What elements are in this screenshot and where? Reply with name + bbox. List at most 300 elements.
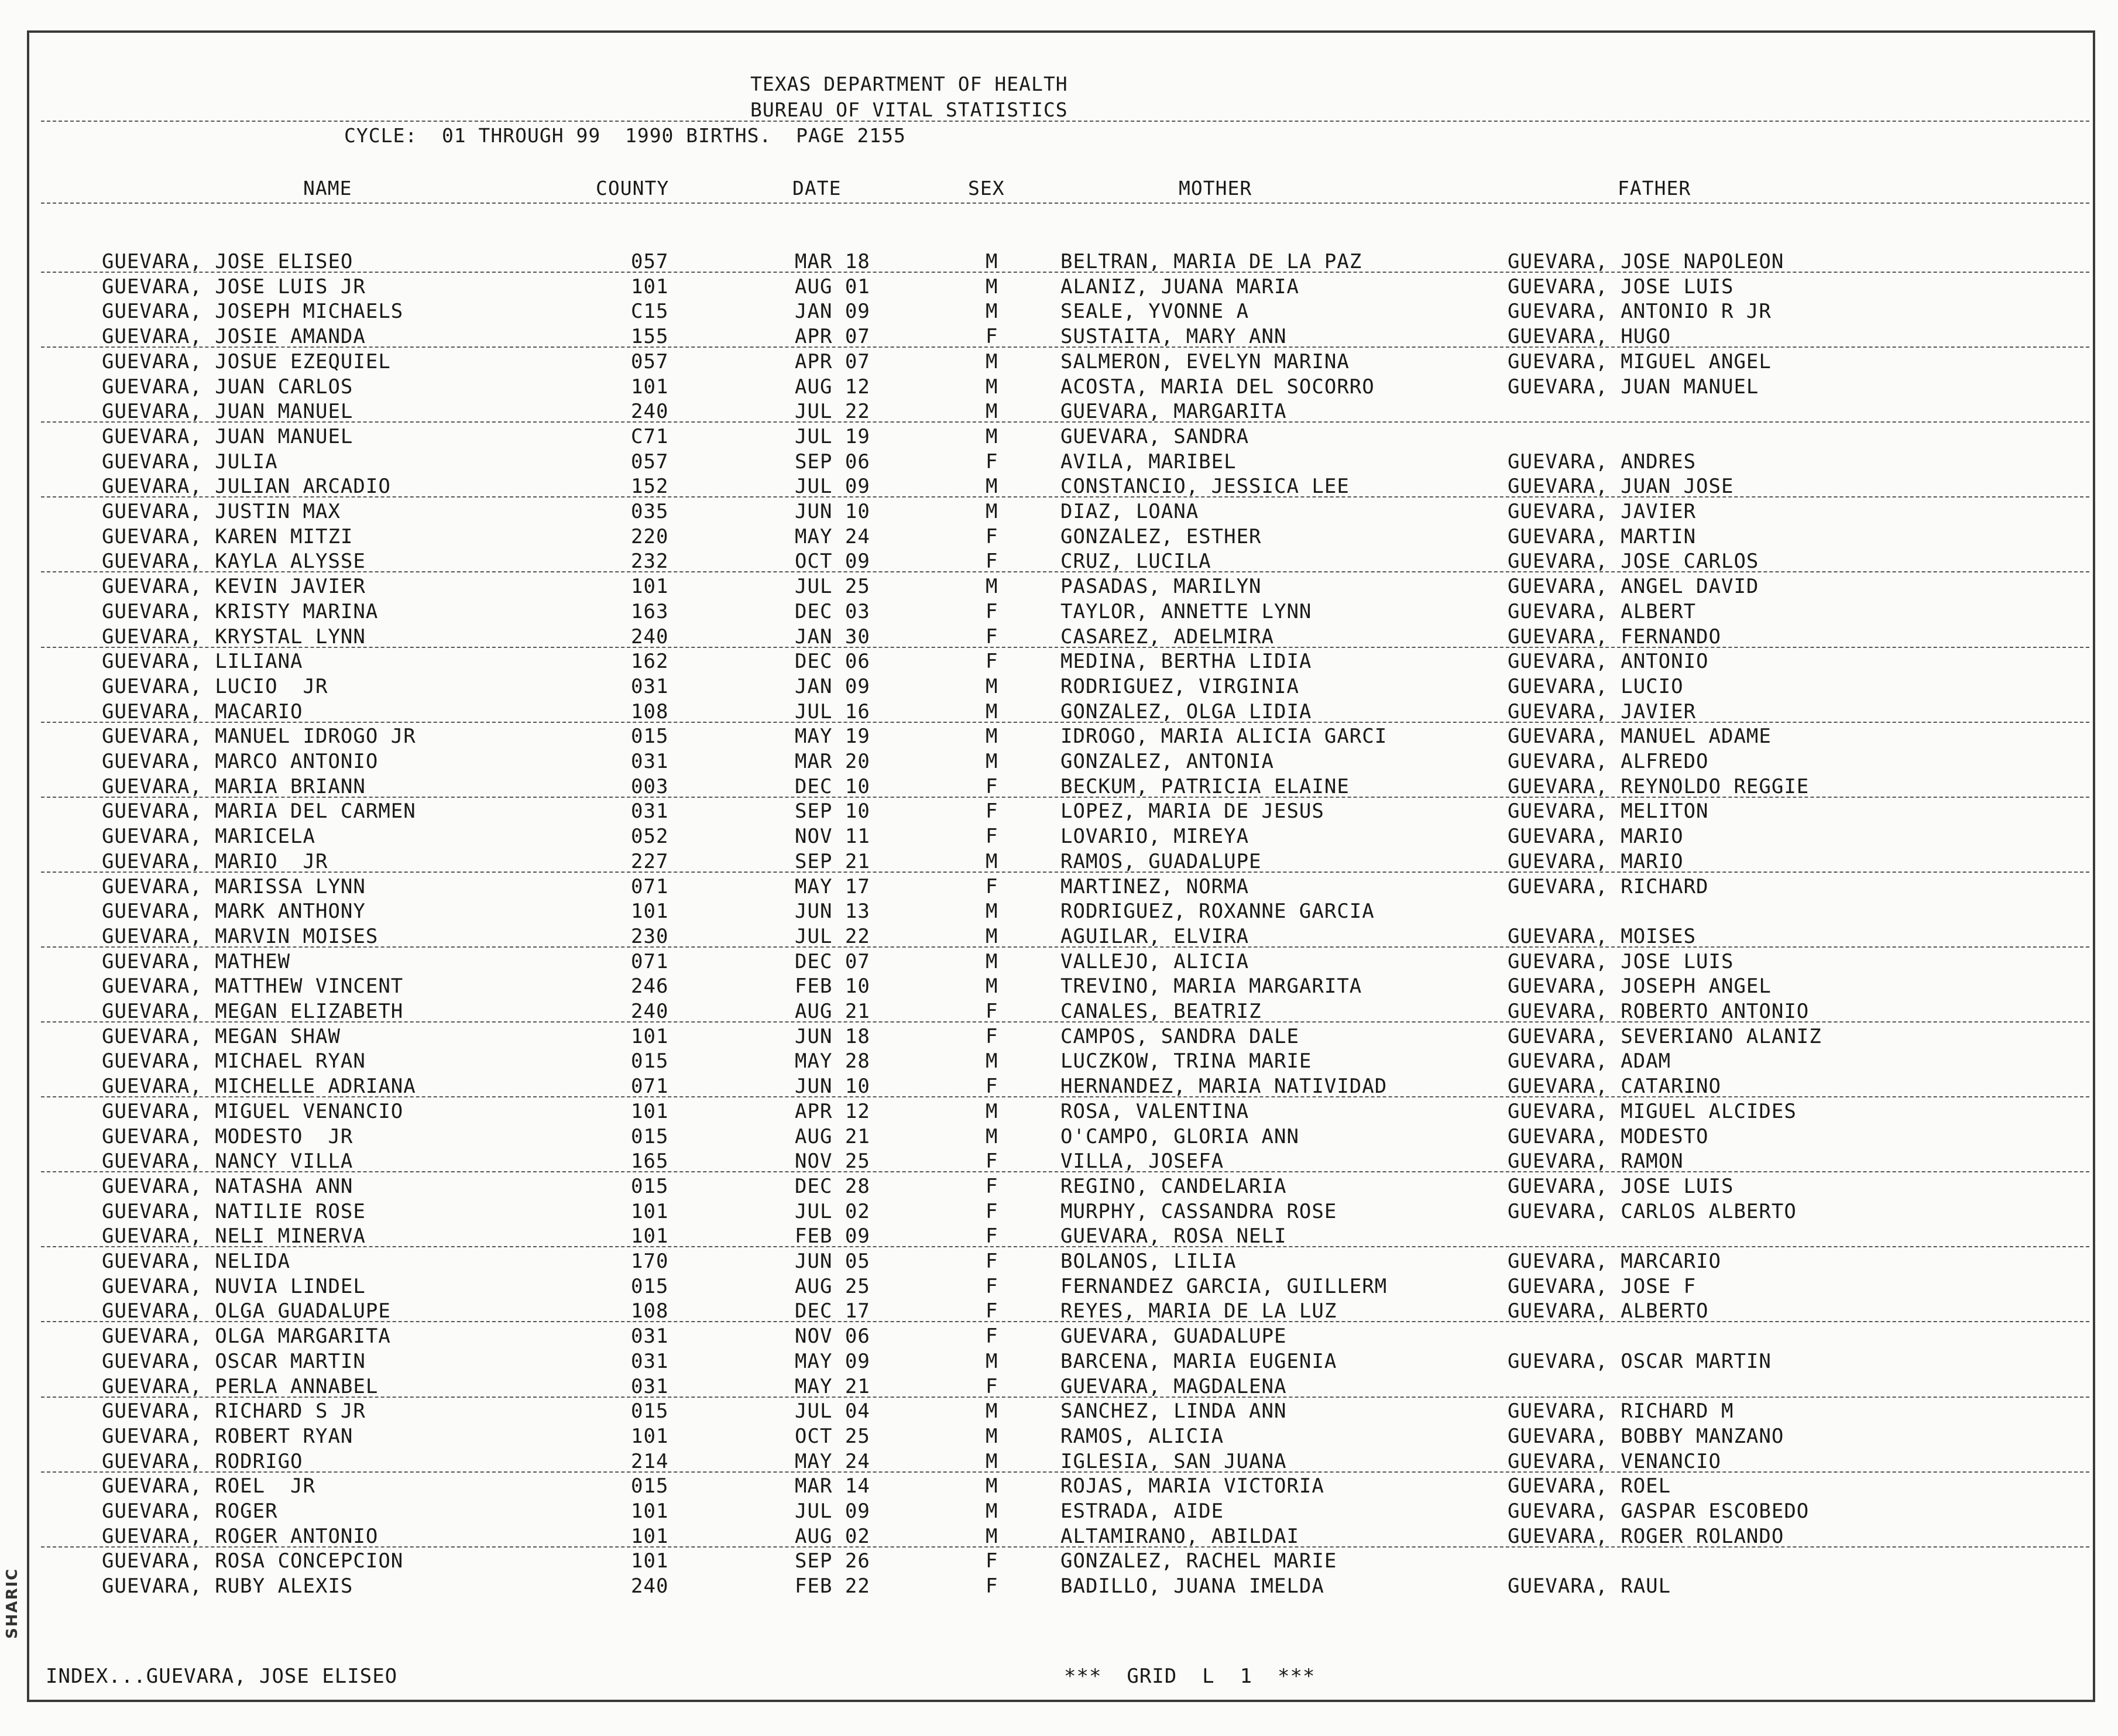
record-date: NOV 11 [795, 825, 870, 849]
record-county: 071 [631, 874, 669, 898]
record-sex: F [986, 1274, 998, 1298]
record-row [29, 699, 2098, 724]
record-date: AUG 21 [795, 1000, 870, 1023]
record-sex: M [986, 725, 998, 749]
record-father: GUEVARA, JOSE NAPOLEON [1508, 250, 1784, 273]
col-header-county: COUNTY [596, 177, 670, 200]
record-row [29, 849, 2098, 874]
record-sex: F [986, 524, 998, 548]
record-row [29, 625, 2098, 649]
record-row [29, 549, 2098, 574]
record-date: DEC 17 [795, 1299, 870, 1323]
record-mother: GUEVARA, MAGDALENA [1060, 1374, 1287, 1398]
record-date: JUL 22 [795, 924, 870, 948]
record-mother: HERNANDEZ, MARIA NATIVIDAD [1060, 1075, 1388, 1099]
record-sex: F [986, 599, 998, 623]
record-sex: F [986, 1199, 998, 1223]
record-county: 057 [631, 450, 669, 474]
record-sex: M [986, 1399, 998, 1423]
row-group-divider [41, 1546, 2089, 1548]
record-mother: GONZALEZ, ESTHER [1060, 524, 1262, 548]
record-county: 015 [631, 725, 669, 749]
record-county: 101 [631, 1524, 669, 1548]
record-row [29, 999, 2098, 1024]
record-date: DEC 03 [795, 599, 870, 623]
record-county: 015 [631, 1049, 669, 1073]
record-father: GUEVARA, MODESTO [1508, 1124, 1709, 1148]
record-father: GUEVARA, RICHARD M [1508, 1399, 1734, 1423]
record-row [29, 1199, 2098, 1224]
record-sex: M [986, 750, 998, 773]
record-date: JUL 16 [795, 699, 870, 723]
record-name: GUEVARA, MARISSA LYNN [102, 874, 366, 898]
record-name: GUEVARA, NANCY VILLA [102, 1150, 353, 1174]
record-row [29, 1299, 2098, 1323]
record-mother: GUEVARA, SANDRA [1060, 424, 1249, 448]
record-date: NOV 25 [795, 1150, 870, 1174]
record-sex: M [986, 1424, 998, 1448]
record-sex: F [986, 450, 998, 474]
record-mother: GONZALEZ, RACHEL MARIE [1060, 1549, 1337, 1573]
record-name: GUEVARA, ROEL JR [102, 1474, 315, 1498]
col-header-father: FATHER [1618, 177, 1691, 200]
record-row [29, 574, 2098, 599]
record-row [29, 474, 2098, 499]
record-row [29, 1324, 2098, 1349]
record-county: 057 [631, 349, 669, 373]
record-name: GUEVARA, MATHEW [102, 949, 291, 973]
record-mother: AVILA, MARIBEL [1060, 450, 1237, 474]
record-date: SEP 06 [795, 450, 870, 474]
record-row [29, 674, 2098, 699]
report-cycle: CYCLE: 01 THROUGH 99 1990 BIRTHS. PAGE 2155 [344, 124, 906, 147]
record-mother: AGUILAR, ELVIRA [1060, 924, 1249, 948]
record-county: 214 [631, 1449, 669, 1473]
record-sex: M [986, 1524, 998, 1548]
record-county: 057 [631, 250, 669, 273]
record-father: GUEVARA, MARIO [1508, 849, 1684, 873]
record-mother: RAMOS, ALICIA [1060, 1424, 1224, 1448]
record-date: AUG 12 [795, 375, 870, 399]
row-group-divider [41, 571, 2089, 572]
record-sex: F [986, 774, 998, 798]
record-county: 071 [631, 1075, 669, 1099]
record-mother: RODRIGUEZ, ROXANNE GARCIA [1060, 900, 1375, 924]
record-date: JUL 22 [795, 400, 870, 424]
record-county: 015 [631, 1399, 669, 1423]
record-county: 227 [631, 849, 669, 873]
record-sex: F [986, 550, 998, 574]
record-county: C15 [631, 300, 669, 324]
record-date: FEB 09 [795, 1224, 870, 1248]
record-date: JUL 04 [795, 1399, 870, 1423]
record-mother: VALLEJO, ALICIA [1060, 949, 1249, 973]
record-father: GUEVARA, CATARINO [1508, 1075, 1721, 1099]
record-date: AUG 21 [795, 1124, 870, 1148]
record-row [29, 375, 2098, 399]
record-county: 101 [631, 1199, 669, 1223]
record-row [29, 1499, 2098, 1524]
side-label: SHARIC [4, 1567, 21, 1639]
record-father: GUEVARA, JOSE LUIS [1508, 949, 1734, 973]
record-row [29, 1549, 2098, 1573]
record-name: GUEVARA, JOSIE AMANDA [102, 325, 366, 349]
record-name: GUEVARA, LUCIO JR [102, 674, 328, 698]
record-row [29, 949, 2098, 974]
record-mother: MURPHY, CASSANDRA ROSE [1060, 1199, 1337, 1223]
record-row [29, 1074, 2098, 1099]
record-county: 015 [631, 1274, 669, 1298]
record-father: GUEVARA, JOSE LUIS [1508, 1174, 1734, 1198]
record-sex: F [986, 1549, 998, 1573]
record-county: 015 [631, 1474, 669, 1498]
record-sex: M [986, 1349, 998, 1373]
record-father: GUEVARA, JUAN JOSE [1508, 475, 1734, 499]
record-sex: M [986, 400, 998, 424]
record-name: GUEVARA, MARK ANTHONY [102, 900, 366, 924]
record-date: JAN 09 [795, 674, 870, 698]
record-father: GUEVARA, ROEL [1508, 1474, 1671, 1498]
record-sex: M [986, 424, 998, 448]
record-mother: TREVINO, MARIA MARGARITA [1060, 975, 1362, 999]
record-county: 108 [631, 699, 669, 723]
record-sex: F [986, 1574, 998, 1598]
record-father: GUEVARA, HUGO [1508, 325, 1671, 349]
record-county: 101 [631, 575, 669, 599]
record-name: GUEVARA, RUBY ALEXIS [102, 1574, 353, 1598]
record-row [29, 1024, 2098, 1049]
record-name: GUEVARA, MARVIN MOISES [102, 924, 379, 948]
record-row [29, 899, 2098, 924]
record-row [29, 249, 2098, 274]
record-father: GUEVARA, LUCIO [1508, 674, 1684, 698]
col-header-sex: SEX [968, 177, 1005, 200]
record-father: GUEVARA, RICHARD [1508, 874, 1709, 898]
record-mother: TAYLOR, ANNETTE LYNN [1060, 599, 1312, 623]
record-sex: M [986, 500, 998, 523]
footer-index: INDEX...GUEVARA, JOSE ELISEO [46, 1665, 398, 1688]
record-row [29, 1524, 2098, 1549]
record-county: 152 [631, 475, 669, 499]
record-sex: M [986, 1500, 998, 1523]
record-name: GUEVARA, JUAN MANUEL [102, 400, 353, 424]
record-name: GUEVARA, MIGUEL VENANCIO [102, 1099, 404, 1123]
record-father: GUEVARA, VENANCIO [1508, 1449, 1721, 1473]
record-name: GUEVARA, MARIA BRIANN [102, 774, 366, 798]
column-header-divider [41, 203, 2089, 204]
record-name: GUEVARA, NUVIA LINDEL [102, 1274, 366, 1298]
record-name: GUEVARA, MODESTO JR [102, 1124, 353, 1148]
record-mother: GUEVARA, GUADALUPE [1060, 1325, 1287, 1349]
record-county: 031 [631, 674, 669, 698]
record-row [29, 774, 2098, 799]
record-county: 015 [631, 1174, 669, 1198]
record-row [29, 324, 2098, 349]
record-county: 155 [631, 325, 669, 349]
record-mother: MEDINA, BERTHA LIDIA [1060, 650, 1312, 674]
record-mother: LOVARIO, MIREYA [1060, 825, 1249, 849]
record-name: GUEVARA, KRYSTAL LYNN [102, 625, 366, 649]
record-mother: O'CAMPO, GLORIA ANN [1060, 1124, 1299, 1148]
record-father: GUEVARA, ALBERT [1508, 599, 1697, 623]
record-mother: FERNANDEZ GARCIA, GUILLERM [1060, 1274, 1388, 1298]
record-mother: RAMOS, GUADALUPE [1060, 849, 1262, 873]
record-county: 101 [631, 900, 669, 924]
record-name: GUEVARA, KEVIN JAVIER [102, 575, 366, 599]
record-county: 031 [631, 1325, 669, 1349]
record-county: 031 [631, 750, 669, 773]
record-row [29, 1249, 2098, 1274]
record-name: GUEVARA, RICHARD S JR [102, 1399, 366, 1423]
record-father: GUEVARA, CARLOS ALBERTO [1508, 1199, 1797, 1223]
record-sex: F [986, 1024, 998, 1048]
record-name: GUEVARA, MARICELA [102, 825, 315, 849]
record-county: 240 [631, 625, 669, 649]
record-sex: M [986, 949, 998, 973]
record-row [29, 599, 2098, 624]
report-agency: TEXAS DEPARTMENT OF HEALTH [750, 73, 1068, 95]
record-row [29, 299, 2098, 324]
record-date: FEB 10 [795, 975, 870, 999]
record-row [29, 275, 2098, 299]
row-group-divider [41, 722, 2089, 723]
record-sex: F [986, 325, 998, 349]
record-name: GUEVARA, MEGAN SHAW [102, 1024, 341, 1048]
record-name: GUEVARA, MICHAEL RYAN [102, 1049, 366, 1073]
record-father: GUEVARA, ANGEL DAVID [1508, 575, 1759, 599]
record-county: 246 [631, 975, 669, 999]
record-date: JUL 19 [795, 424, 870, 448]
record-name: GUEVARA, MARIO JR [102, 849, 328, 873]
record-row [29, 1099, 2098, 1124]
record-name: GUEVARA, OLGA GUADALUPE [102, 1299, 391, 1323]
record-date: NOV 06 [795, 1325, 870, 1349]
record-name: GUEVARA, JUSTIN MAX [102, 500, 341, 523]
record-father: GUEVARA, JOSEPH ANGEL [1508, 975, 1772, 999]
record-father: GUEVARA, JAVIER [1508, 699, 1697, 723]
record-sex: M [986, 375, 998, 399]
report-bureau: BUREAU OF VITAL STATISTICS [750, 98, 1068, 121]
record-county: 240 [631, 1000, 669, 1023]
record-father: GUEVARA, REYNOLDO REGGIE [1508, 774, 1810, 798]
record-row [29, 799, 2098, 824]
record-county: 031 [631, 800, 669, 824]
record-county: 165 [631, 1150, 669, 1174]
row-group-divider [41, 496, 2089, 498]
record-county: 031 [631, 1349, 669, 1373]
record-name: GUEVARA, OSCAR MARTIN [102, 1349, 366, 1373]
record-sex: F [986, 874, 998, 898]
row-group-divider [41, 946, 2089, 948]
record-county: 101 [631, 1024, 669, 1048]
record-sex: F [986, 625, 998, 649]
record-father: GUEVARA, SEVERIANO ALANIZ [1508, 1024, 1822, 1048]
record-county: C71 [631, 424, 669, 448]
record-name: GUEVARA, JOSUE EZEQUIEL [102, 349, 391, 373]
record-mother: CASAREZ, ADELMIRA [1060, 625, 1274, 649]
record-row [29, 749, 2098, 774]
record-name: GUEVARA, MATTHEW VINCENT [102, 975, 404, 999]
record-row [29, 974, 2098, 999]
record-mother: ROSA, VALENTINA [1060, 1099, 1249, 1123]
record-father: GUEVARA, ADAM [1508, 1049, 1671, 1073]
record-name: GUEVARA, PERLA ANNABEL [102, 1374, 379, 1398]
record-mother: CONSTANCIO, JESSICA LEE [1060, 475, 1350, 499]
record-county: 230 [631, 924, 669, 948]
record-date: DEC 07 [795, 949, 870, 973]
row-group-divider [41, 1321, 2089, 1322]
record-date: APR 07 [795, 325, 870, 349]
row-group-divider [41, 797, 2089, 798]
record-date: MAY 21 [795, 1374, 870, 1398]
record-sex: F [986, 1174, 998, 1198]
record-name: GUEVARA, ROGER ANTONIO [102, 1524, 379, 1548]
record-name: GUEVARA, NATILIE ROSE [102, 1199, 366, 1223]
record-county: 052 [631, 825, 669, 849]
record-row [29, 1124, 2098, 1149]
record-date: JUN 10 [795, 500, 870, 523]
record-date: JUL 25 [795, 575, 870, 599]
record-date: SEP 10 [795, 800, 870, 824]
col-header-mother: MOTHER [1179, 177, 1252, 200]
record-county: 101 [631, 275, 669, 299]
record-mother: GUEVARA, ROSA NELI [1060, 1224, 1287, 1248]
record-name: GUEVARA, MANUEL IDROGO JR [102, 725, 416, 749]
record-mother: SALMERON, EVELYN MARINA [1060, 349, 1350, 373]
record-date: MAY 09 [795, 1349, 870, 1373]
record-date: APR 07 [795, 349, 870, 373]
record-father: GUEVARA, MARCARIO [1508, 1250, 1721, 1273]
record-sex: F [986, 1250, 998, 1273]
record-row [29, 1274, 2098, 1299]
record-row [29, 1374, 2098, 1399]
record-father: GUEVARA, MANUEL ADAME [1508, 725, 1772, 749]
record-row [29, 1349, 2098, 1374]
record-name: GUEVARA, KAREN MITZI [102, 524, 353, 548]
record-father: GUEVARA, MIGUEL ALCIDES [1508, 1099, 1797, 1123]
record-county: 101 [631, 1500, 669, 1523]
col-header-date: DATE [792, 177, 842, 200]
record-mother: SANCHEZ, LINDA ANN [1060, 1399, 1287, 1423]
row-group-divider [41, 421, 2089, 423]
record-sex: M [986, 275, 998, 299]
record-date: MAY 24 [795, 1449, 870, 1473]
record-father: GUEVARA, RAUL [1508, 1574, 1671, 1598]
record-father: GUEVARA, JUAN MANUEL [1508, 375, 1759, 399]
record-date: MAR 20 [795, 750, 870, 773]
record-county: 071 [631, 949, 669, 973]
record-mother: IGLESIA, SAN JUANA [1060, 1449, 1287, 1473]
record-date: JUL 02 [795, 1199, 870, 1223]
record-father: GUEVARA, GASPAR ESCOBEDO [1508, 1500, 1810, 1523]
record-county: 232 [631, 550, 669, 574]
record-date: APR 12 [795, 1099, 870, 1123]
record-name: GUEVARA, MARCO ANTONIO [102, 750, 379, 773]
record-row [29, 724, 2098, 749]
record-name: GUEVARA, NATASHA ANN [102, 1174, 353, 1198]
row-group-divider [41, 1171, 2089, 1172]
record-row [29, 1149, 2098, 1174]
record-mother: CANALES, BEATRIZ [1060, 1000, 1262, 1023]
record-name: GUEVARA, NELI MINERVA [102, 1224, 366, 1248]
record-father: GUEVARA, ANDRES [1508, 450, 1697, 474]
record-row [29, 1174, 2098, 1199]
record-date: DEC 06 [795, 650, 870, 674]
record-county: 101 [631, 1549, 669, 1573]
record-county: 240 [631, 1574, 669, 1598]
record-father: GUEVARA, OSCAR MARTIN [1508, 1349, 1772, 1373]
record-sex: M [986, 349, 998, 373]
record-county: 108 [631, 1299, 669, 1323]
record-row [29, 1399, 2098, 1423]
record-county: 101 [631, 1099, 669, 1123]
record-date: JAN 30 [795, 625, 870, 649]
record-row [29, 649, 2098, 674]
record-row [29, 499, 2098, 524]
record-sex: F [986, 1150, 998, 1174]
record-name: GUEVARA, ROGER [102, 1500, 278, 1523]
record-father: GUEVARA, ALFREDO [1508, 750, 1709, 773]
record-sex: M [986, 674, 998, 698]
record-county: 163 [631, 599, 669, 623]
record-name: GUEVARA, JOSEPH MICHAELS [102, 300, 404, 324]
header-divider [41, 121, 2089, 122]
record-date: MAY 24 [795, 524, 870, 548]
record-date: MAY 19 [795, 725, 870, 749]
record-mother: REGINO, CANDELARIA [1060, 1174, 1287, 1198]
record-date: JUN 13 [795, 900, 870, 924]
record-row [29, 924, 2098, 949]
record-mother: LUCZKOW, TRINA MARIE [1060, 1049, 1312, 1073]
record-date: MAR 14 [795, 1474, 870, 1498]
record-date: MAY 17 [795, 874, 870, 898]
record-date: DEC 28 [795, 1174, 870, 1198]
record-name: GUEVARA, JOSE ELISEO [102, 250, 353, 273]
record-mother: ROJAS, MARIA VICTORIA [1060, 1474, 1324, 1498]
record-mother: SUSTAITA, MARY ANN [1060, 325, 1287, 349]
record-row [29, 874, 2098, 899]
record-mother: ALTAMIRANO, ABILDAI [1060, 1524, 1299, 1548]
record-sex: F [986, 650, 998, 674]
record-date: SEP 26 [795, 1549, 870, 1573]
record-father: GUEVARA, JOSE CARLOS [1508, 550, 1759, 574]
record-name: GUEVARA, JULIA [102, 450, 278, 474]
record-mother: CAMPOS, SANDRA DALE [1060, 1024, 1299, 1048]
record-sex: M [986, 900, 998, 924]
row-group-divider [41, 346, 2089, 348]
record-sex: M [986, 699, 998, 723]
record-row [29, 1049, 2098, 1073]
record-father: GUEVARA, ROBERTO ANTONIO [1508, 1000, 1810, 1023]
record-county: 162 [631, 650, 669, 674]
record-sex: F [986, 800, 998, 824]
record-mother: GONZALEZ, ANTONIA [1060, 750, 1274, 773]
record-name: GUEVARA, ROSA CONCEPCION [102, 1549, 404, 1573]
record-sex: F [986, 1325, 998, 1349]
record-county: 101 [631, 1424, 669, 1448]
record-mother: VILLA, JOSEFA [1060, 1150, 1224, 1174]
record-county: 220 [631, 524, 669, 548]
record-county: 031 [631, 1374, 669, 1398]
record-mother: MARTINEZ, NORMA [1060, 874, 1249, 898]
record-mother: LOPEZ, MARIA DE JESUS [1060, 800, 1324, 824]
record-row [29, 424, 2098, 449]
record-row [29, 1574, 2098, 1598]
record-father: GUEVARA, MOISES [1508, 924, 1697, 948]
footer-grid: *** GRID L 1 *** [1064, 1665, 1316, 1688]
record-mother: SEALE, YVONNE A [1060, 300, 1249, 324]
record-name: GUEVARA, JULIAN ARCADIO [102, 475, 391, 499]
